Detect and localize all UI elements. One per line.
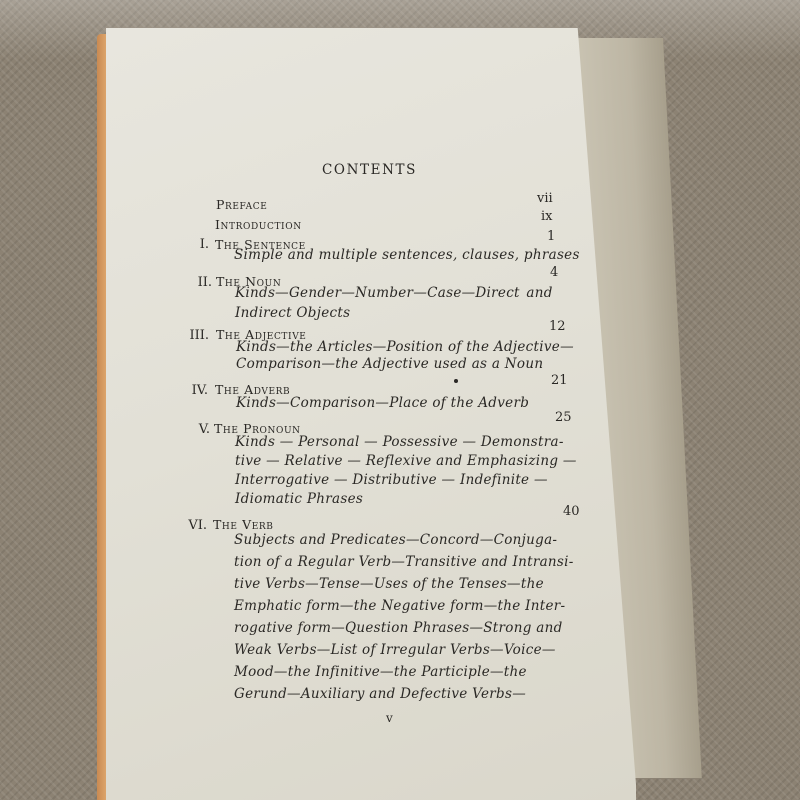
entry-heading-noun: The Noun (216, 274, 282, 289)
contents-title: CONTENTS (322, 162, 417, 178)
entry-line: rogative form—Question Phrases—Strong and (234, 620, 563, 636)
entry-line: tive — Relative — Reflexive and Emphasizing — (235, 453, 577, 469)
entry-page-verb: 40 (563, 504, 580, 519)
entry-page-noun: 4 (550, 265, 559, 280)
entry-heading-adverb: The Adverb (215, 382, 291, 397)
entry-heading-adjective: The Adjective (216, 327, 307, 342)
entry-line: Idiomatic Phrases (235, 491, 364, 507)
entry-line: tive Verbs—Tense—Uses of the Tenses—the (234, 576, 544, 592)
entry-line: Kinds—Gender—Number—Case—Direct and (235, 285, 553, 301)
entry-page-preface: vii (537, 191, 553, 206)
entry-numeral-5: V. (198, 422, 210, 437)
entry-numeral-2: II. (197, 275, 212, 290)
entry-heading-verb: The Verb (213, 517, 274, 532)
entry-numeral-6: VI. (188, 518, 207, 533)
entry-line: Comparison—the Adjective used as a Noun (236, 356, 544, 372)
entry-heading-pronoun: The Pronoun (214, 421, 301, 436)
entry-heading-introduction: Introduction (215, 217, 302, 232)
entry-line: Emphatic form—the Negative form—the Inter- (234, 598, 566, 614)
entry-page-pronoun: 25 (555, 410, 572, 425)
entry-line: Indirect Objects (235, 305, 351, 321)
entry-page-introduction: ix (541, 209, 553, 224)
entry-line: tion of a Regular Verb—Transitive and Intransi- (234, 554, 574, 570)
entry-numeral-3: III. (189, 328, 209, 343)
entry-numeral-4: IV. (191, 383, 208, 398)
entry-line: Kinds—Comparison—Place of the Adverb (236, 395, 530, 411)
entry-line: Simple and multiple sentences, clauses, phrases (234, 247, 580, 263)
entry-line: Subjects and Predicates—Concord—Conjuga- (234, 532, 558, 548)
entry-page-adjective: 12 (549, 319, 566, 334)
entry-page-sentence: 1 (547, 229, 556, 244)
entry-page-adverb: 21 (551, 373, 568, 388)
entry-numeral-1: I. (199, 237, 209, 252)
entry-line: Kinds — Personal — Possessive — Demonstra- (235, 434, 564, 450)
entry-line: Gerund—Auxiliary and Defective Verbs— (234, 686, 526, 702)
entry-heading-preface: Preface (216, 197, 268, 212)
ink-speck (454, 379, 458, 383)
entry-line: Interrogative — Distributive — Indefinite — (235, 472, 548, 488)
entry-line: Weak Verbs—List of Irregular Verbs—Voice— (234, 642, 556, 658)
page-folio: v (386, 711, 393, 725)
entry-line: Kinds—the Articles—Position of the Adjective— (236, 339, 574, 355)
entry-line: Mood—the Infinitive—the Participle—the (234, 664, 527, 680)
entry-heading-sentence: The Sentence (215, 237, 306, 252)
